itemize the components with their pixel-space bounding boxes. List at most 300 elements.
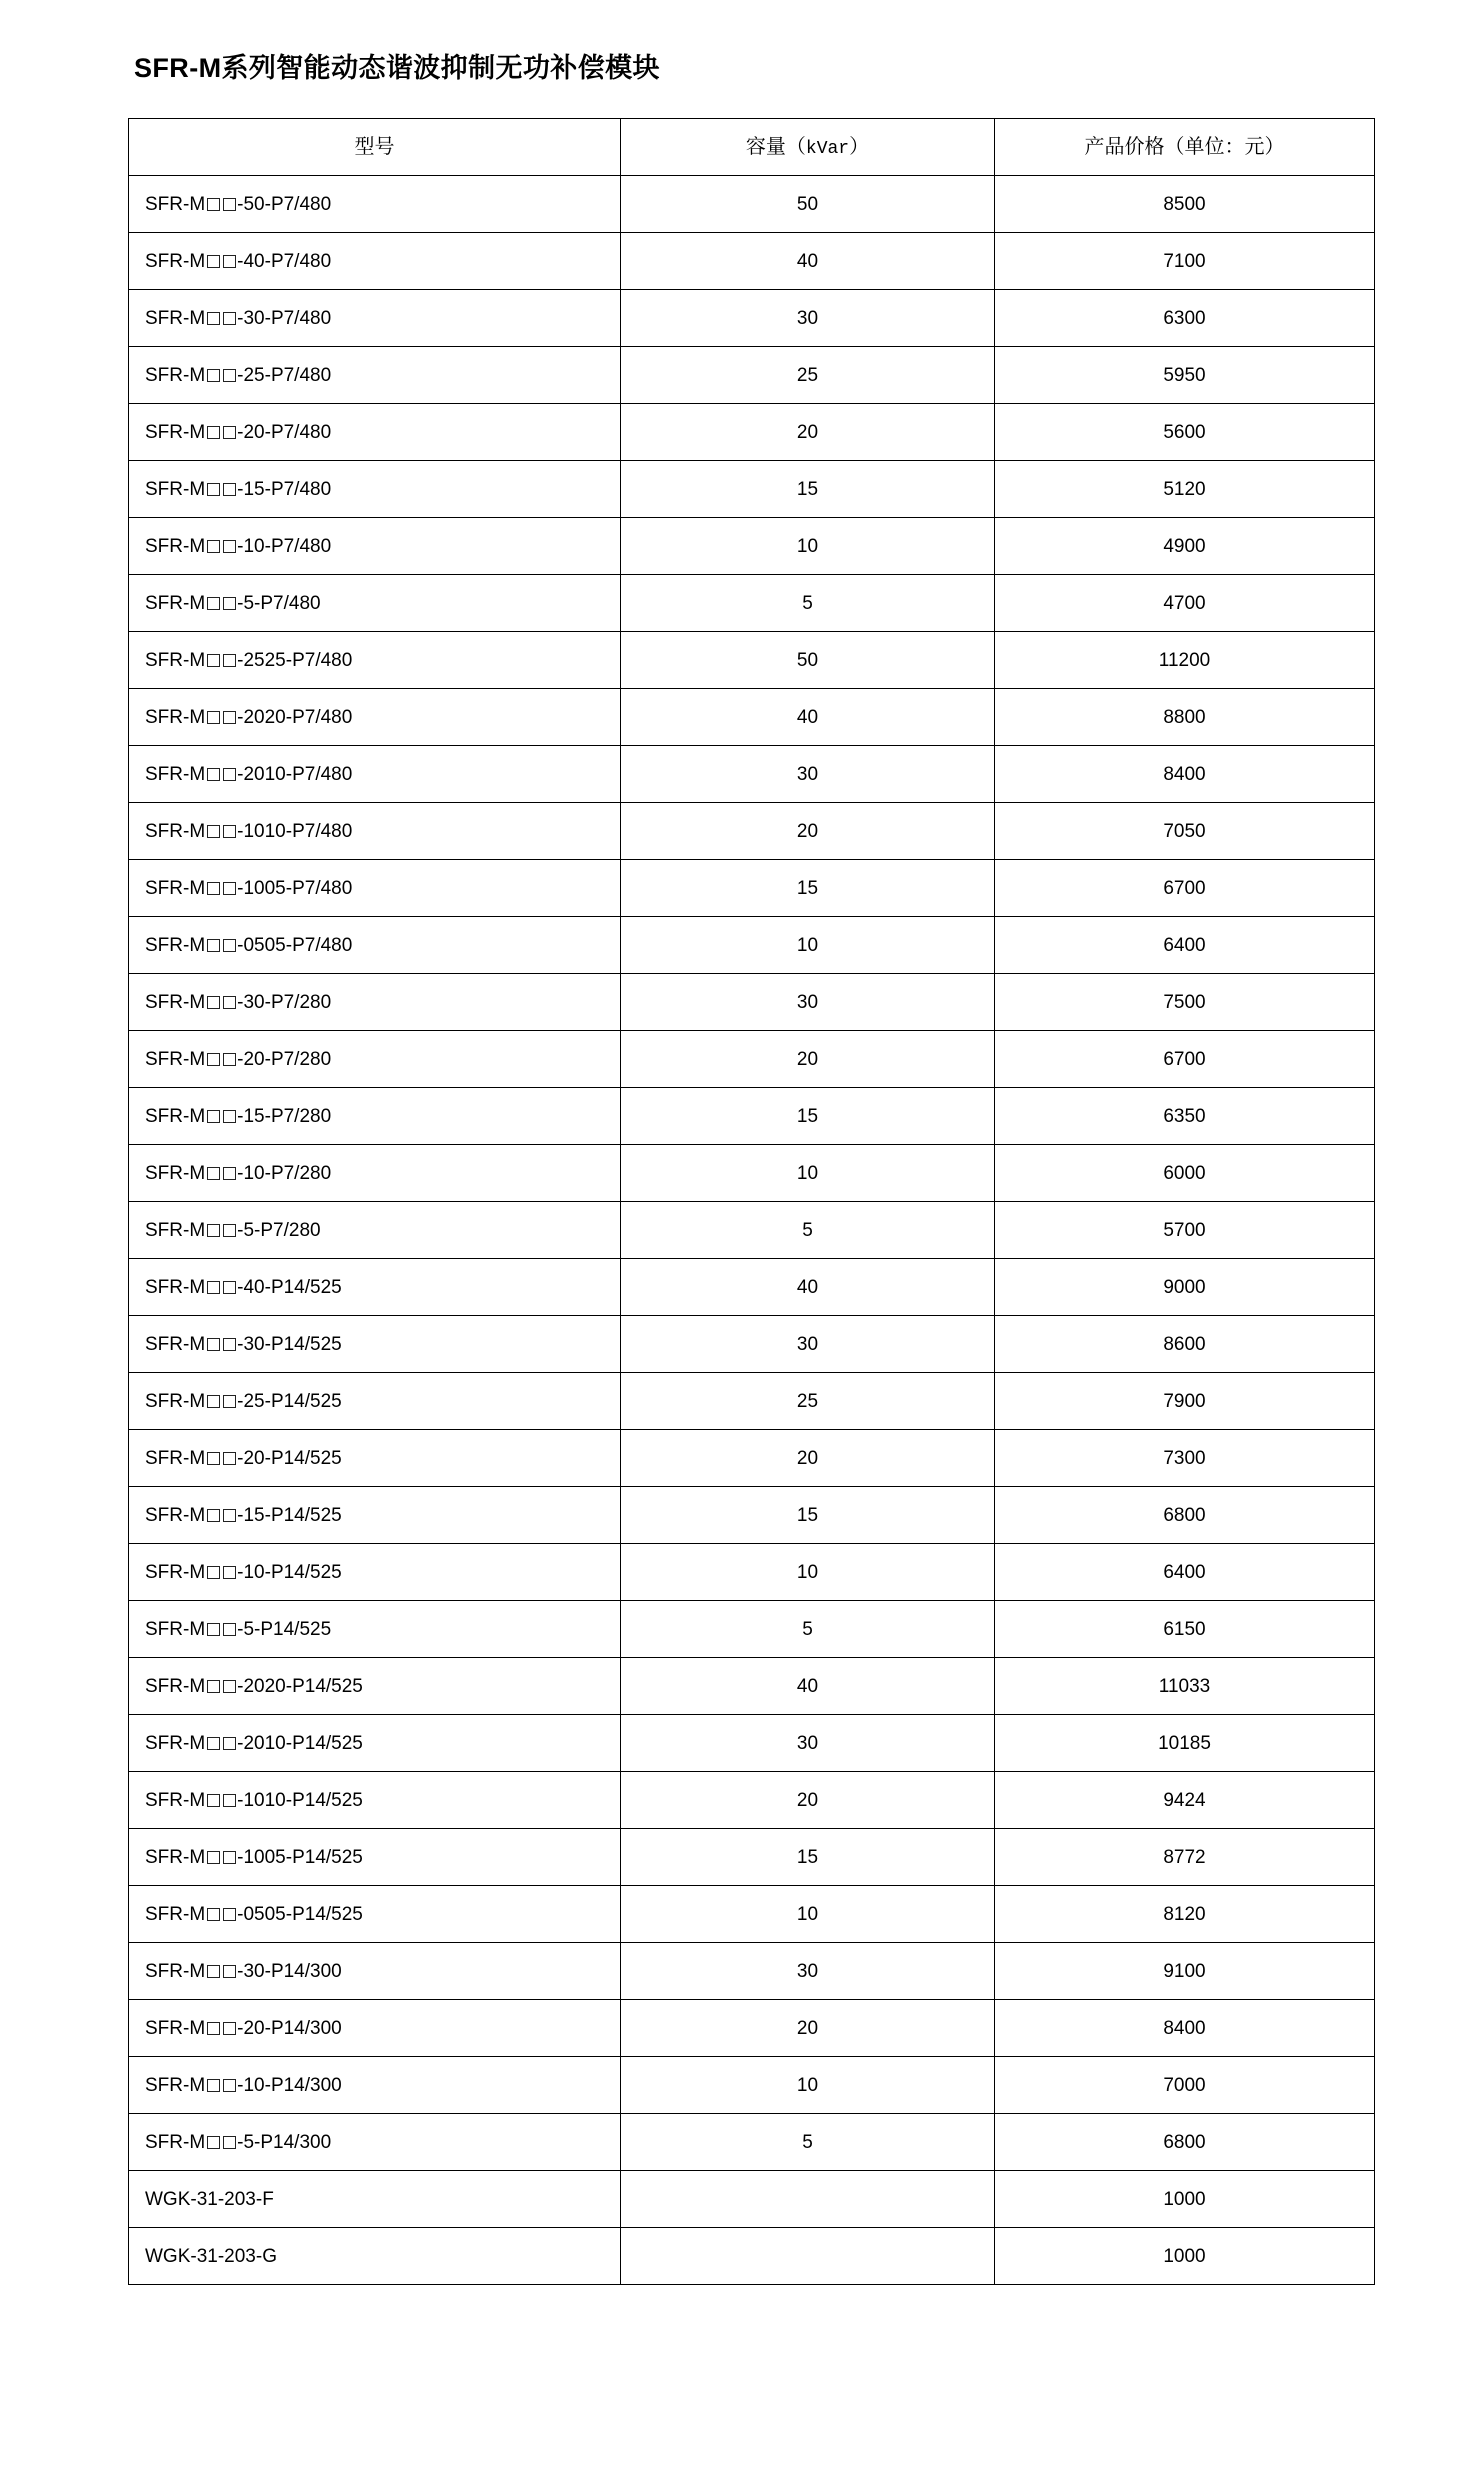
- empty-square-placeholder-icon: [223, 1338, 236, 1351]
- cell-price: 8600: [995, 1316, 1375, 1373]
- cell-capacity: 10: [621, 518, 995, 575]
- table-row: [129, 803, 1375, 860]
- model-suffix: -40-P7/480: [237, 250, 332, 272]
- cell-capacity: 15: [621, 1088, 995, 1145]
- table-row: [129, 974, 1375, 1031]
- model-suffix: -5-P7/280: [237, 1219, 321, 1241]
- table-row: [129, 1715, 1375, 1772]
- model-suffix: -25-P14/525: [237, 1390, 342, 1412]
- page-title: SFR-M系列智能动态谐波抑制无功补偿模块: [134, 53, 660, 83]
- cell-price: 8120: [995, 1886, 1375, 1943]
- cell-price: 6700: [995, 1031, 1375, 1088]
- cell-model: [129, 1715, 621, 1772]
- empty-square-placeholder-icon: [207, 1110, 220, 1123]
- cell-capacity: 30: [621, 1715, 995, 1772]
- model-suffix: -1010-P14/525: [237, 1789, 363, 1811]
- cell-capacity: 30: [621, 746, 995, 803]
- model-prefix: SFR-M: [145, 1846, 206, 1868]
- cell-capacity: 15: [621, 461, 995, 518]
- empty-square-placeholder-icon: [223, 1851, 236, 1864]
- empty-square-placeholder-icon: [223, 1908, 236, 1921]
- table-header-row: [129, 119, 1375, 176]
- model-suffix: -40-P14/525: [237, 1276, 342, 1298]
- table-row: [129, 1259, 1375, 1316]
- table-row: [129, 1316, 1375, 1373]
- cell-price: 5120: [995, 461, 1375, 518]
- cell-capacity: 50: [621, 176, 995, 233]
- empty-square-placeholder-icon: [207, 312, 220, 325]
- model-prefix: SFR-M: [145, 250, 206, 272]
- model-prefix: SFR-M: [145, 1276, 206, 1298]
- cell-model: [129, 1088, 621, 1145]
- empty-square-placeholder-icon: [223, 1509, 236, 1522]
- table-row: [129, 518, 1375, 575]
- model-prefix: SFR-M: [145, 1903, 206, 1925]
- cell-capacity: 15: [621, 1487, 995, 1544]
- empty-square-placeholder-icon: [223, 2022, 236, 2035]
- capacity-header-unit: kVar: [805, 138, 850, 159]
- cell-model: [129, 1544, 621, 1601]
- table-row: [129, 290, 1375, 347]
- cell-price: 8772: [995, 1829, 1375, 1886]
- empty-square-placeholder-icon: [207, 1965, 220, 1978]
- empty-square-placeholder-icon: [207, 654, 220, 667]
- cell-price: 7100: [995, 233, 1375, 290]
- table-row: [129, 575, 1375, 632]
- model-suffix: -15-P7/480: [237, 478, 332, 500]
- model-prefix: SFR-M: [145, 2074, 206, 2096]
- empty-square-placeholder-icon: [207, 426, 220, 439]
- model-suffix: -1005-P7/480: [237, 877, 353, 899]
- table-row: [129, 1145, 1375, 1202]
- cell-price: 8400: [995, 746, 1375, 803]
- cell-price: 6300: [995, 290, 1375, 347]
- cell-price: 6800: [995, 2114, 1375, 2171]
- table-row: [129, 347, 1375, 404]
- cell-capacity: 10: [621, 1145, 995, 1202]
- cell-price: 6150: [995, 1601, 1375, 1658]
- table-body: [129, 176, 1375, 2285]
- cell-capacity: 20: [621, 1772, 995, 1829]
- cell-model: [129, 1202, 621, 1259]
- empty-square-placeholder-icon: [207, 1623, 220, 1636]
- model-suffix: -30-P7/480: [237, 307, 332, 329]
- empty-square-placeholder-icon: [223, 597, 236, 610]
- empty-square-placeholder-icon: [207, 1509, 220, 1522]
- cell-capacity: 5: [621, 1202, 995, 1259]
- cell-model: [129, 518, 621, 575]
- model-prefix: WGK-31-203-F: [145, 2188, 274, 2210]
- cell-capacity: [621, 2228, 995, 2285]
- model-prefix: SFR-M: [145, 478, 206, 500]
- cell-model: [129, 689, 621, 746]
- model-suffix: -2525-P7/480: [237, 649, 353, 671]
- cell-capacity: 30: [621, 1943, 995, 2000]
- cell-model: [129, 1373, 621, 1430]
- cell-model: [129, 803, 621, 860]
- empty-square-placeholder-icon: [207, 996, 220, 1009]
- empty-square-placeholder-icon: [207, 483, 220, 496]
- cell-model: [129, 746, 621, 803]
- empty-square-placeholder-icon: [207, 369, 220, 382]
- cell-capacity: 30: [621, 1316, 995, 1373]
- cell-model: [129, 2228, 621, 2285]
- cell-capacity: 5: [621, 575, 995, 632]
- cell-price: 7050: [995, 803, 1375, 860]
- empty-square-placeholder-icon: [207, 1737, 220, 1750]
- table-row: [129, 2000, 1375, 2057]
- model-prefix: SFR-M: [145, 1447, 206, 1469]
- empty-square-placeholder-icon: [223, 483, 236, 496]
- model-suffix: -20-P7/480: [237, 421, 332, 443]
- cell-capacity: 30: [621, 974, 995, 1031]
- table-row: [129, 1658, 1375, 1715]
- model-prefix: SFR-M: [145, 1960, 206, 1982]
- empty-square-placeholder-icon: [223, 768, 236, 781]
- model-suffix: -10-P7/480: [237, 535, 332, 557]
- model-prefix: SFR-M: [145, 877, 206, 899]
- cell-capacity: 25: [621, 1373, 995, 1430]
- cell-capacity: 10: [621, 1886, 995, 1943]
- cell-capacity: 10: [621, 2057, 995, 2114]
- empty-square-placeholder-icon: [223, 2079, 236, 2092]
- cell-model: [129, 1886, 621, 1943]
- model-prefix: SFR-M: [145, 1390, 206, 1412]
- empty-square-placeholder-icon: [223, 255, 236, 268]
- model-suffix: -2010-P7/480: [237, 763, 353, 785]
- cell-capacity: 40: [621, 1259, 995, 1316]
- cell-model: [129, 1259, 621, 1316]
- empty-square-placeholder-icon: [223, 2136, 236, 2149]
- cell-capacity: 30: [621, 290, 995, 347]
- empty-square-placeholder-icon: [223, 1053, 236, 1066]
- cell-model: [129, 290, 621, 347]
- model-prefix: SFR-M: [145, 1333, 206, 1355]
- table-row: [129, 1829, 1375, 1886]
- cell-model: [129, 1487, 621, 1544]
- model-suffix: -5-P7/480: [237, 592, 321, 614]
- empty-square-placeholder-icon: [207, 1338, 220, 1351]
- cell-capacity: 50: [621, 632, 995, 689]
- cell-model: [129, 233, 621, 290]
- empty-square-placeholder-icon: [223, 1737, 236, 1750]
- empty-square-placeholder-icon: [207, 768, 220, 781]
- cell-price: 7300: [995, 1430, 1375, 1487]
- table-row: [129, 1601, 1375, 1658]
- table-row: [129, 2171, 1375, 2228]
- column-header-price: 产品价格（单位：元）: [995, 119, 1375, 176]
- empty-square-placeholder-icon: [207, 540, 220, 553]
- cell-capacity: 20: [621, 803, 995, 860]
- model-suffix: -5-P14/300: [237, 2131, 332, 2153]
- cell-price: 5700: [995, 1202, 1375, 1259]
- model-prefix: SFR-M: [145, 1219, 206, 1241]
- empty-square-placeholder-icon: [223, 1452, 236, 1465]
- cell-model: [129, 917, 621, 974]
- cell-model: [129, 404, 621, 461]
- empty-square-placeholder-icon: [207, 1851, 220, 1864]
- cell-model: [129, 1943, 621, 2000]
- empty-square-placeholder-icon: [223, 1965, 236, 1978]
- empty-square-placeholder-icon: [223, 1566, 236, 1579]
- cell-price: 7000: [995, 2057, 1375, 2114]
- column-header-capacity: [621, 119, 995, 176]
- empty-square-placeholder-icon: [207, 2079, 220, 2092]
- empty-square-placeholder-icon: [207, 1395, 220, 1408]
- cell-model: [129, 2171, 621, 2228]
- table-row: [129, 2228, 1375, 2285]
- table-row: [129, 1373, 1375, 1430]
- model-suffix: -0505-P7/480: [237, 934, 353, 956]
- empty-square-placeholder-icon: [223, 312, 236, 325]
- empty-square-placeholder-icon: [223, 426, 236, 439]
- cell-capacity: 5: [621, 1601, 995, 1658]
- empty-square-placeholder-icon: [223, 1395, 236, 1408]
- empty-square-placeholder-icon: [223, 1110, 236, 1123]
- table-row: [129, 1544, 1375, 1601]
- table-row: [129, 404, 1375, 461]
- table-row: [129, 1031, 1375, 1088]
- cell-price: 6350: [995, 1088, 1375, 1145]
- cell-capacity: 40: [621, 233, 995, 290]
- cell-price: 8400: [995, 2000, 1375, 2057]
- model-suffix: -10-P7/280: [237, 1162, 332, 1184]
- empty-square-placeholder-icon: [207, 711, 220, 724]
- empty-square-placeholder-icon: [223, 996, 236, 1009]
- cell-model: [129, 1031, 621, 1088]
- cell-model: [129, 860, 621, 917]
- empty-square-placeholder-icon: [223, 654, 236, 667]
- cell-model: [129, 461, 621, 518]
- model-prefix: SFR-M: [145, 592, 206, 614]
- cell-model: [129, 1601, 621, 1658]
- cell-model: [129, 2000, 621, 2057]
- model-suffix: -5-P14/525: [237, 1618, 332, 1640]
- model-prefix: SFR-M: [145, 649, 206, 671]
- table-row: [129, 1202, 1375, 1259]
- model-suffix: -15-P7/280: [237, 1105, 332, 1127]
- cell-model: [129, 575, 621, 632]
- model-prefix: SFR-M: [145, 991, 206, 1013]
- empty-square-placeholder-icon: [207, 2136, 220, 2149]
- cell-model: [129, 347, 621, 404]
- cell-price: 1000: [995, 2171, 1375, 2228]
- model-suffix: -0505-P14/525: [237, 1903, 363, 1925]
- empty-square-placeholder-icon: [207, 882, 220, 895]
- model-suffix: -10-P14/300: [237, 2074, 342, 2096]
- cell-price: 11200: [995, 632, 1375, 689]
- empty-square-placeholder-icon: [207, 2022, 220, 2035]
- model-prefix: SFR-M: [145, 706, 206, 728]
- empty-square-placeholder-icon: [207, 597, 220, 610]
- model-prefix: SFR-M: [145, 1162, 206, 1184]
- model-suffix: -25-P7/480: [237, 364, 332, 386]
- cell-model: [129, 1772, 621, 1829]
- empty-square-placeholder-icon: [223, 1224, 236, 1237]
- empty-square-placeholder-icon: [207, 1053, 220, 1066]
- model-prefix: SFR-M: [145, 934, 206, 956]
- model-prefix: SFR-M: [145, 1789, 206, 1811]
- cell-price: 5950: [995, 347, 1375, 404]
- table-row: [129, 746, 1375, 803]
- model-suffix: -30-P14/300: [237, 1960, 342, 1982]
- cell-price: 9000: [995, 1259, 1375, 1316]
- cell-price: 10185: [995, 1715, 1375, 1772]
- model-prefix: SFR-M: [145, 763, 206, 785]
- model-prefix: SFR-M: [145, 1732, 206, 1754]
- empty-square-placeholder-icon: [207, 1452, 220, 1465]
- cell-price: 8500: [995, 176, 1375, 233]
- model-prefix: SFR-M: [145, 2131, 206, 2153]
- empty-square-placeholder-icon: [223, 540, 236, 553]
- model-prefix: SFR-M: [145, 1504, 206, 1526]
- cell-price: 7900: [995, 1373, 1375, 1430]
- model-suffix: -10-P14/525: [237, 1561, 342, 1583]
- empty-square-placeholder-icon: [223, 1680, 236, 1693]
- cell-capacity: 40: [621, 1658, 995, 1715]
- empty-square-placeholder-icon: [207, 1566, 220, 1579]
- empty-square-placeholder-icon: [207, 1908, 220, 1921]
- cell-capacity: 25: [621, 347, 995, 404]
- cell-price: 6800: [995, 1487, 1375, 1544]
- empty-square-placeholder-icon: [207, 1794, 220, 1807]
- cell-model: [129, 1316, 621, 1373]
- cell-capacity: 20: [621, 1430, 995, 1487]
- table-row: [129, 1487, 1375, 1544]
- model-prefix: SFR-M: [145, 193, 206, 215]
- table-row: [129, 1088, 1375, 1145]
- empty-square-placeholder-icon: [223, 882, 236, 895]
- empty-square-placeholder-icon: [223, 1167, 236, 1180]
- cell-model: [129, 1829, 621, 1886]
- empty-square-placeholder-icon: [207, 198, 220, 211]
- empty-square-placeholder-icon: [223, 825, 236, 838]
- cell-capacity: 20: [621, 1031, 995, 1088]
- model-prefix: SFR-M: [145, 421, 206, 443]
- cell-model: [129, 2114, 621, 2171]
- cell-price: 7500: [995, 974, 1375, 1031]
- table-row: [129, 1943, 1375, 2000]
- table-row: [129, 1772, 1375, 1829]
- cell-model: [129, 632, 621, 689]
- empty-square-placeholder-icon: [223, 711, 236, 724]
- model-suffix: -1010-P7/480: [237, 820, 353, 842]
- cell-price: 6700: [995, 860, 1375, 917]
- cell-price: 8800: [995, 689, 1375, 746]
- model-suffix: -30-P7/280: [237, 991, 332, 1013]
- empty-square-placeholder-icon: [223, 369, 236, 382]
- table-row: [129, 689, 1375, 746]
- cell-price: 6400: [995, 917, 1375, 974]
- cell-price: 6400: [995, 1544, 1375, 1601]
- cell-model: [129, 2057, 621, 2114]
- empty-square-placeholder-icon: [207, 1281, 220, 1294]
- cell-capacity: 10: [621, 917, 995, 974]
- cell-capacity: 20: [621, 404, 995, 461]
- cell-model: [129, 1658, 621, 1715]
- empty-square-placeholder-icon: [207, 1224, 220, 1237]
- model-prefix: SFR-M: [145, 1675, 206, 1697]
- model-prefix: WGK-31-203-G: [145, 2245, 277, 2267]
- model-suffix: -1005-P14/525: [237, 1846, 363, 1868]
- model-prefix: SFR-M: [145, 1618, 206, 1640]
- cell-price: 9100: [995, 1943, 1375, 2000]
- cell-price: 4900: [995, 518, 1375, 575]
- table-header: [129, 119, 1375, 176]
- model-suffix: -15-P14/525: [237, 1504, 342, 1526]
- model-suffix: -2020-P7/480: [237, 706, 353, 728]
- cell-model: [129, 1430, 621, 1487]
- empty-square-placeholder-icon: [223, 1794, 236, 1807]
- model-prefix: SFR-M: [145, 1048, 206, 1070]
- empty-square-placeholder-icon: [223, 198, 236, 211]
- table-row: [129, 860, 1375, 917]
- cell-price: 5600: [995, 404, 1375, 461]
- cell-capacity: 10: [621, 1544, 995, 1601]
- model-suffix: -20-P7/280: [237, 1048, 332, 1070]
- model-suffix: -30-P14/525: [237, 1333, 342, 1355]
- table-row: [129, 461, 1375, 518]
- empty-square-placeholder-icon: [207, 1167, 220, 1180]
- model-suffix: -20-P14/300: [237, 2017, 342, 2039]
- model-prefix: SFR-M: [145, 307, 206, 329]
- empty-square-placeholder-icon: [207, 1680, 220, 1693]
- table-row: [129, 2057, 1375, 2114]
- cell-price: 4700: [995, 575, 1375, 632]
- model-prefix: SFR-M: [145, 1561, 206, 1583]
- empty-square-placeholder-icon: [207, 939, 220, 952]
- model-prefix: SFR-M: [145, 1105, 206, 1127]
- cell-model: [129, 1145, 621, 1202]
- model-suffix: -20-P14/525: [237, 1447, 342, 1469]
- table-row: [129, 632, 1375, 689]
- capacity-header-suffix: ）: [849, 135, 870, 158]
- model-prefix: SFR-M: [145, 535, 206, 557]
- table-row: [129, 917, 1375, 974]
- table-row: [129, 1430, 1375, 1487]
- cell-price: 9424: [995, 1772, 1375, 1829]
- empty-square-placeholder-icon: [223, 939, 236, 952]
- cell-capacity: [621, 2171, 995, 2228]
- product-price-table: [128, 118, 1375, 2285]
- model-suffix: -50-P7/480: [237, 193, 332, 215]
- model-prefix: SFR-M: [145, 2017, 206, 2039]
- table-row: [129, 2114, 1375, 2171]
- empty-square-placeholder-icon: [223, 1623, 236, 1636]
- empty-square-placeholder-icon: [207, 825, 220, 838]
- cell-price: 11033: [995, 1658, 1375, 1715]
- model-prefix: SFR-M: [145, 820, 206, 842]
- cell-model: [129, 974, 621, 1031]
- model-suffix: -2020-P14/525: [237, 1675, 363, 1697]
- cell-price: 1000: [995, 2228, 1375, 2285]
- cell-capacity: 5: [621, 2114, 995, 2171]
- column-header-model: 型号: [129, 119, 621, 176]
- cell-price: 6000: [995, 1145, 1375, 1202]
- empty-square-placeholder-icon: [223, 1281, 236, 1294]
- model-prefix: SFR-M: [145, 364, 206, 386]
- table-row: [129, 233, 1375, 290]
- table-row: [129, 176, 1375, 233]
- empty-square-placeholder-icon: [207, 255, 220, 268]
- cell-capacity: 20: [621, 2000, 995, 2057]
- cell-model: [129, 176, 621, 233]
- cell-capacity: 15: [621, 860, 995, 917]
- capacity-header-prefix: 容量（: [745, 135, 806, 158]
- table-row: [129, 1886, 1375, 1943]
- cell-capacity: 40: [621, 689, 995, 746]
- model-suffix: -2010-P14/525: [237, 1732, 363, 1754]
